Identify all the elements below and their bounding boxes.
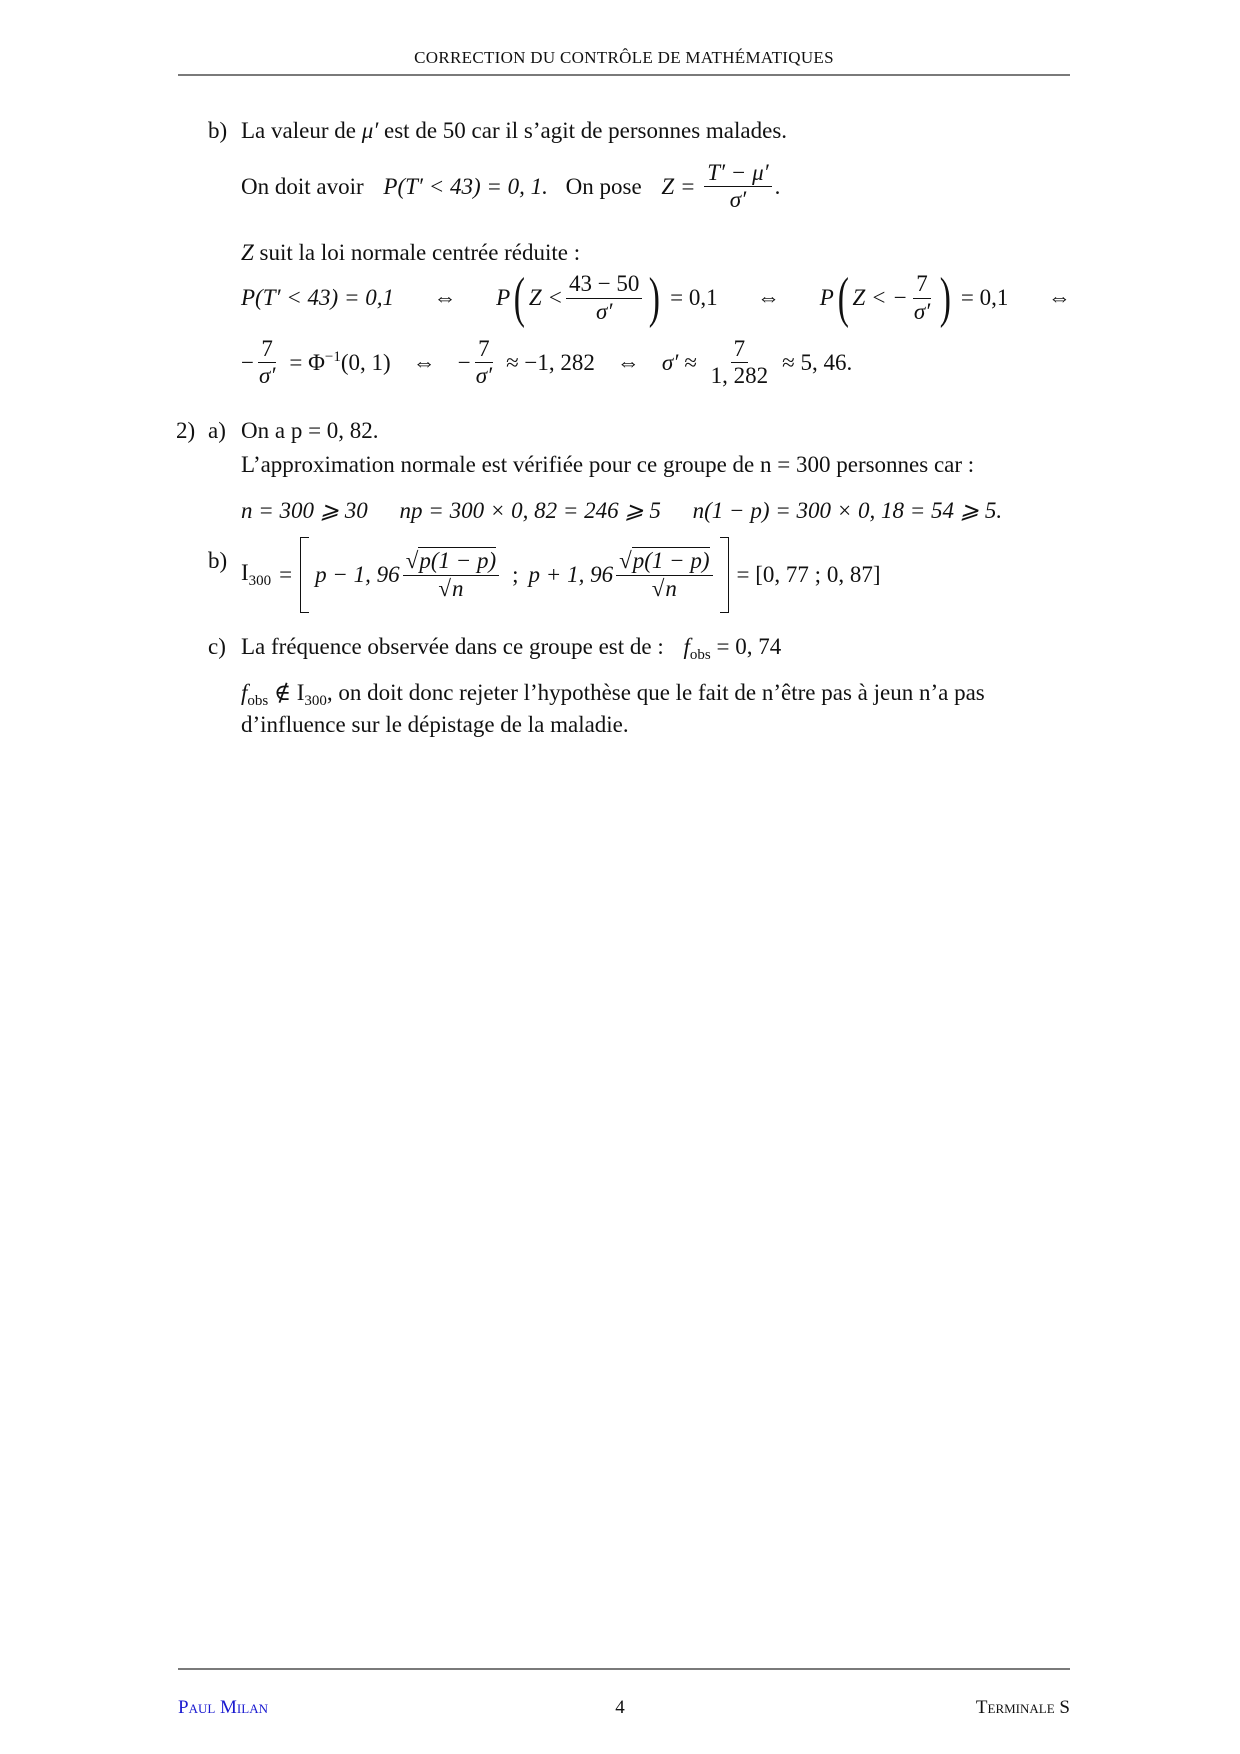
numerator: 43 − 50 xyxy=(566,271,642,298)
equiv-symbol: ⇔ xyxy=(616,349,640,375)
text: est de 50 car il s’agit de personnes malades. xyxy=(378,118,788,143)
f: f xyxy=(241,680,248,705)
math-z: Z = xyxy=(661,173,696,199)
text: On pose xyxy=(565,173,642,199)
fraction xyxy=(566,271,642,325)
not-in: ∉ I xyxy=(273,680,305,705)
item-label-2: 2) xyxy=(176,418,196,443)
fraction: $\frac{√p(1 - p)}{√n}$ xyxy=(403,548,499,602)
fraction-z xyxy=(704,160,771,214)
z-less: Z < − xyxy=(852,285,908,310)
footer-level: Terminale S xyxy=(975,1697,1070,1718)
item-label-2a: a) xyxy=(208,418,226,443)
lower-bound-expr: p − 1, 96 xyxy=(315,562,400,587)
f-value: = 0, 74 xyxy=(716,634,782,659)
interval-result: = [0, 77 ; 0, 87] xyxy=(736,562,881,587)
confidence-interval xyxy=(241,537,880,613)
footer-author: Paul Milan xyxy=(178,1697,268,1718)
phi-inverse: = $\Phi^{-1}(0$, 1) xyxy=(289,349,391,376)
equals: = 0,1 xyxy=(960,285,1009,310)
footer-rule xyxy=(178,1668,1070,1670)
z-less: Z < xyxy=(528,285,563,310)
paren-open: ( xyxy=(513,267,526,329)
item-label-2c: c) xyxy=(208,634,226,659)
denominator: 1, 282 xyxy=(710,363,769,389)
paren-open: ( xyxy=(837,267,849,329)
text: La fréquence observée dans ce groupe est de : xyxy=(241,634,664,659)
sigma-result: ≈ 5, 46. xyxy=(782,349,853,375)
sqrt-content: p(1 − p) xyxy=(419,548,497,574)
fraction xyxy=(708,336,772,390)
equation-line-1 xyxy=(241,267,1071,329)
equiv-symbol: ⇔ xyxy=(433,285,457,310)
text: On doit avoir xyxy=(241,173,364,199)
equals: = xyxy=(279,562,293,587)
separator: ; xyxy=(512,562,519,587)
condition-2: np = 300 × 0, 82 = 246 ⩾ 5 xyxy=(399,498,661,523)
equation-line-2 xyxy=(241,336,852,390)
numerator: 7 xyxy=(731,336,749,363)
equiv-symbol: ⇔ xyxy=(1047,285,1071,310)
bracket-open xyxy=(300,537,309,613)
text: , on doit donc rejeter l’hypothèse que le fait de n’être pas à jeun n’a pas xyxy=(326,680,985,705)
item-label-1b: b) xyxy=(208,118,228,143)
paren-close: ) xyxy=(649,267,661,329)
numerator: 7 xyxy=(475,336,493,363)
sigma-approx: σ′ ≈ xyxy=(661,349,697,375)
f-sub: obs xyxy=(689,647,711,663)
paragraph-p: On a p = 0, 82. xyxy=(241,418,379,443)
sqrt-content: p(1 − p) xyxy=(632,548,710,574)
equals: = 0,1 xyxy=(670,285,718,310)
denominator: σ′ xyxy=(258,363,276,389)
denominator: σ′ xyxy=(596,298,613,324)
minus: − xyxy=(241,349,254,375)
paragraph-frequency xyxy=(241,634,781,664)
fraction xyxy=(256,336,278,390)
upper-bound-expr: p + 1, 96 xyxy=(528,562,614,587)
denominator: σ′ xyxy=(913,298,931,324)
math-mu-prime: μ′ xyxy=(361,118,379,143)
numerator: T′ − μ′ xyxy=(704,160,771,187)
text: . xyxy=(774,173,781,199)
minus: − xyxy=(457,349,471,375)
interval-name: $I_{300}$ xyxy=(241,560,272,589)
math-eq1b xyxy=(496,267,718,329)
f-sub: obs xyxy=(247,693,269,709)
equiv-symbol: ⇔ xyxy=(412,349,436,375)
text: La valeur de xyxy=(241,118,362,143)
paragraph-approx: L’approximation normale est vérifiée pour ce groupe de n = 300 personnes car : xyxy=(241,452,975,477)
fraction: $\frac{√p(1 - p)}{√n}$ xyxy=(616,548,712,602)
paragraph-mu xyxy=(241,118,787,144)
approx-value: ≈ −1, 282 xyxy=(506,349,595,375)
item-label-2b: b) xyxy=(208,548,228,573)
sqrt-n: n xyxy=(665,575,677,601)
sqrt-n: n xyxy=(451,575,464,601)
paragraph-conclusion xyxy=(241,680,985,710)
conditions-line xyxy=(241,498,1002,524)
numerator: 7 xyxy=(258,336,276,363)
sub: 300 xyxy=(304,693,327,709)
denominator: σ′ xyxy=(729,187,747,213)
equiv-symbol: ⇔ xyxy=(757,285,781,310)
fraction xyxy=(911,271,933,325)
paren-close: ) xyxy=(939,267,952,329)
page-number: 4 xyxy=(615,1697,625,1718)
bracket-close xyxy=(720,537,729,613)
running-header: CORRECTION DU CONTRÔLE DE MATHÉMATIQUES xyxy=(414,48,834,67)
header-rule xyxy=(178,74,1070,76)
paragraph-condition xyxy=(241,160,780,214)
paragraph-z-law: Z suit la loi normale centrée réduite : xyxy=(241,240,581,265)
condition-1: n = 300 ⩾ 30 xyxy=(241,498,368,523)
fraction xyxy=(473,336,495,390)
paragraph-conclusion-2: d’influence sur le dépistage de la maladie. xyxy=(241,712,629,737)
p: P xyxy=(496,285,511,310)
math-probability: P(T′ < 43) = 0, 1. xyxy=(383,173,548,199)
math-eq1c xyxy=(819,267,1009,329)
math-eq1a: P(T′ < 43) = 0,1 xyxy=(241,285,394,310)
numerator: 7 xyxy=(913,271,931,298)
denominator: σ′ xyxy=(475,363,493,389)
p: P xyxy=(819,285,834,310)
condition-3: n(1 − p) = 300 × 0, 18 = 54 ⩾ 5. xyxy=(692,498,1003,523)
f: f xyxy=(683,634,690,659)
